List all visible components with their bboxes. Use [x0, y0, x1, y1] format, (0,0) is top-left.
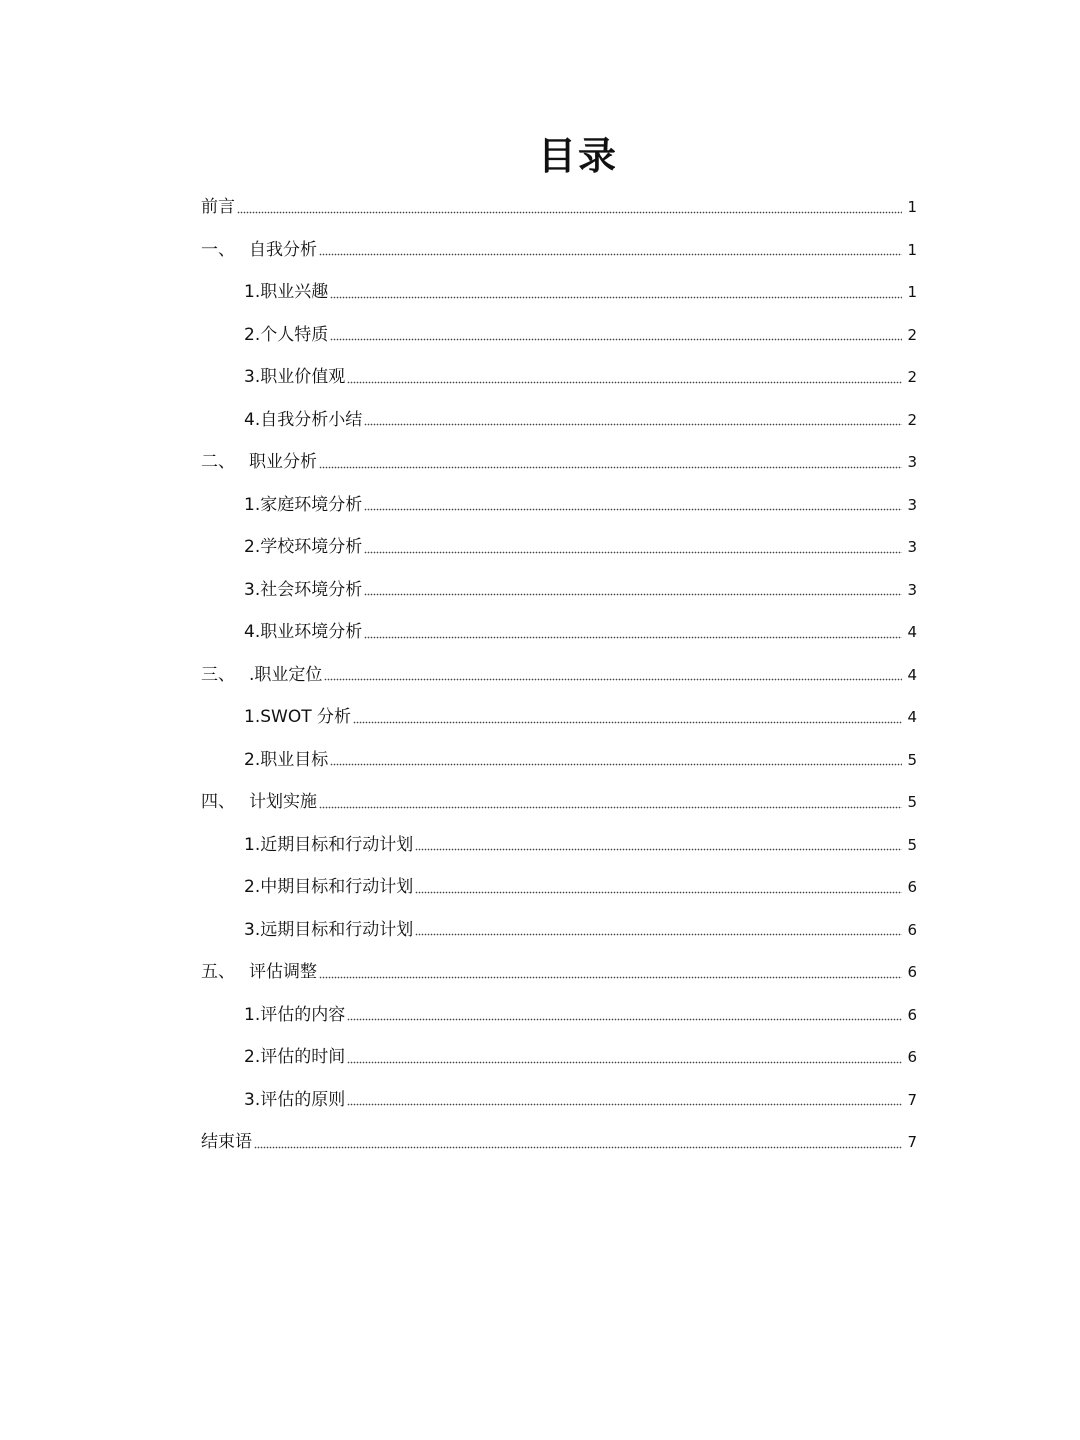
toc-entry-label: 评估调整	[249, 962, 317, 983]
toc-entry-page-number: 5	[907, 793, 917, 812]
toc-entry-page-number: 2	[907, 325, 917, 344]
toc-entry[interactable]	[201, 271, 917, 314]
toc-entry-label: 评估的原则	[260, 1089, 346, 1110]
toc-entry-page-number: 4	[907, 708, 917, 727]
toc-entry-label: 学校环境分析	[260, 537, 363, 558]
toc-entry-page-number: 6	[907, 878, 917, 897]
toc-entry-page-number: 4	[907, 665, 917, 684]
toc-entry[interactable]	[201, 1121, 917, 1164]
dot-leader	[330, 337, 902, 343]
toc-entry[interactable]	[201, 824, 917, 867]
toc-entry[interactable]	[201, 441, 917, 484]
dot-leader	[415, 889, 902, 895]
toc-entry[interactable]	[201, 484, 917, 527]
dot-leader	[347, 1059, 902, 1065]
dot-leader	[319, 464, 902, 470]
dot-leader	[347, 379, 902, 385]
toc-entry[interactable]	[201, 909, 917, 952]
toc-entry[interactable]	[201, 186, 917, 229]
toc-entry-number: 1.	[244, 494, 261, 515]
dot-leader	[324, 677, 902, 683]
dot-leader	[364, 592, 902, 598]
toc-entry[interactable]	[201, 526, 917, 569]
toc-entry-page-number: 7	[907, 1090, 917, 1109]
toc-entry-page-number: 2	[907, 368, 917, 387]
toc-entry-number: 2.	[244, 537, 261, 558]
dot-leader	[364, 507, 902, 513]
toc-entry-label: 近期目标和行动计划	[260, 834, 414, 855]
toc-entry-label: 评估的时间	[260, 1047, 346, 1068]
toc-entry-label: 职业环境分析	[260, 622, 363, 643]
toc-entry-number: 五、	[201, 962, 235, 983]
dot-leader	[330, 762, 902, 768]
dot-leader	[364, 549, 902, 555]
toc-entry[interactable]	[201, 569, 917, 612]
toc-entry-number: 4.	[244, 622, 261, 643]
toc-entry[interactable]	[201, 399, 917, 442]
toc-entry[interactable]	[201, 229, 917, 272]
toc-entry-page-number: 5	[907, 835, 917, 854]
toc-entry-number: 3.	[244, 579, 261, 600]
dot-leader	[347, 1102, 902, 1108]
toc-entry-page-number: 2	[907, 410, 917, 429]
dot-leader	[347, 1017, 902, 1023]
toc-entry-label: 评估的内容	[260, 1004, 346, 1025]
toc-entry[interactable]	[201, 994, 917, 1037]
toc-entry-page-number: 6	[907, 1048, 917, 1067]
toc-entry-label: 自我分析小结	[260, 409, 363, 430]
toc-entry-label: 职业目标	[260, 749, 329, 770]
dot-leader	[237, 209, 902, 215]
toc-entry-page-number: 6	[907, 1005, 917, 1024]
toc-entry[interactable]	[201, 696, 917, 739]
toc-entry-number: 1.	[244, 282, 261, 303]
toc-entry-number: 2.	[244, 1047, 261, 1068]
dot-leader	[254, 1144, 902, 1150]
toc-entry-number: 1.	[244, 707, 261, 728]
toc-entry[interactable]	[201, 951, 917, 994]
toc-entry-label: 个人特质	[260, 324, 329, 345]
toc-entry[interactable]	[201, 654, 917, 697]
toc-entry-label: 家庭环境分析	[260, 494, 363, 515]
toc-entry-number: 4.	[244, 409, 261, 430]
dot-leader	[319, 804, 902, 810]
toc-entry-number: 3.	[244, 1089, 261, 1110]
toc-entry-label: 社会环境分析	[260, 579, 363, 600]
toc-entry-label: .职业定位	[249, 664, 323, 685]
dot-leader	[364, 422, 902, 428]
toc-entry-label: 职业分析	[249, 452, 317, 473]
toc-entry-page-number: 6	[907, 963, 917, 982]
toc-entry-page-number: 3	[907, 495, 917, 514]
dot-leader	[330, 294, 902, 300]
toc-entry-page-number: 3	[907, 453, 917, 472]
toc-entry-label: 职业价值观	[260, 367, 346, 388]
dot-leader	[364, 634, 902, 640]
dot-leader	[415, 847, 902, 853]
toc-entry[interactable]	[201, 1079, 917, 1122]
toc-entry-label: 前言	[201, 197, 235, 218]
toc-entry-number: 2.	[244, 877, 261, 898]
toc-entry-number: 1.	[244, 834, 261, 855]
toc-entry-number: 三、	[201, 664, 235, 685]
toc-entry-label: 自我分析	[249, 239, 317, 260]
toc-entry-number: 二、	[201, 452, 235, 473]
toc-entry-page-number: 3	[907, 580, 917, 599]
toc-entry-number: 1.	[244, 1004, 261, 1025]
toc-entry-number: 2.	[244, 749, 261, 770]
toc-entry-label: 计划实施	[249, 792, 317, 813]
dot-leader	[319, 974, 902, 980]
toc-entry-number: 2.	[244, 324, 261, 345]
toc-entry-label: 职业兴趣	[260, 282, 329, 303]
toc-entry[interactable]	[201, 739, 917, 782]
toc-entry-number: 一、	[201, 239, 235, 260]
toc-entry[interactable]	[201, 781, 917, 824]
toc-entry-page-number: 6	[907, 920, 917, 939]
toc-entry-page-number: 3	[907, 538, 917, 557]
toc-entry[interactable]	[201, 1036, 917, 1079]
toc-list	[201, 186, 917, 1164]
toc-entry-label: 结束语	[201, 1132, 252, 1153]
toc-entry-page-number: 7	[907, 1133, 917, 1152]
toc-entry-number: 3.	[244, 367, 261, 388]
toc-entry[interactable]	[201, 314, 917, 357]
toc-entry-number: 3.	[244, 919, 261, 940]
toc-entry[interactable]	[201, 356, 917, 399]
toc-entry-page-number: 1	[907, 240, 917, 259]
dot-leader	[415, 932, 902, 938]
dot-leader	[353, 719, 902, 725]
toc-entry-number: 四、	[201, 792, 235, 813]
toc-entry-label: 中期目标和行动计划	[260, 877, 414, 898]
toc-entry[interactable]	[201, 866, 917, 909]
toc-entry-label: SWOT 分析	[260, 707, 352, 728]
toc-entry-page-number: 1	[907, 198, 917, 217]
toc-entry-page-number: 5	[907, 750, 917, 769]
toc-entry-label: 远期目标和行动计划	[260, 919, 414, 940]
toc-entry[interactable]	[201, 611, 917, 654]
dot-leader	[319, 252, 902, 258]
toc-entry-page-number: 4	[907, 623, 917, 642]
toc-entry-page-number: 1	[907, 283, 917, 302]
toc-title: 目录	[537, 134, 618, 178]
